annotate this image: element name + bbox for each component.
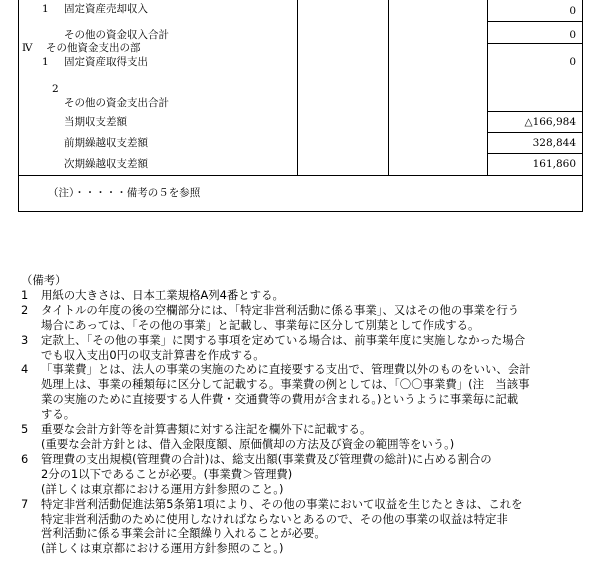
- note-number: 6: [21, 451, 29, 466]
- section-heading: その他資金支出の部: [46, 42, 141, 54]
- row-label: 固定資産売却収入: [64, 3, 148, 15]
- table-closing-line: [18, 175, 583, 176]
- note-number: 7: [21, 496, 29, 511]
- amount-row-line: [487, 111, 582, 112]
- note-line: 用紙の大きさは、日本工業規格A列4番とする。: [41, 287, 284, 302]
- row-number: 1: [42, 56, 49, 68]
- note-item: [21, 362, 593, 422]
- note-number: 4: [21, 362, 29, 377]
- note-line: でも収入支出0円の収支計算書を作成する。: [41, 347, 265, 362]
- amount-row-line: [487, 132, 582, 133]
- note-line: 管理費の支出規模(管理費の合計)は、総支出額(事業費及び管理費の総計)に占める割合の: [41, 451, 492, 466]
- row-label: その他の資金収入合計: [64, 29, 169, 41]
- row-amount: △166,984: [524, 116, 576, 128]
- row-label: 次期繰越収支差額: [64, 158, 148, 170]
- note-item: [21, 452, 593, 497]
- note-item: [21, 422, 593, 452]
- row-label: その他の資金支出合計: [64, 97, 169, 109]
- row-label: 当期収支差額: [64, 116, 127, 128]
- note-line: する。: [41, 407, 76, 422]
- row-amount: 0: [569, 29, 576, 41]
- row-label: 固定資産取得支出: [64, 56, 148, 68]
- note-line: 業の実施のために直接要する人件費・交通費等の費用が含まれる。)というように事業毎に記載: [41, 392, 519, 407]
- note-line: 処理上は、事業の種類毎に区分して記載する。事業費の例としては、「〇〇事業費」(注 当該事: [41, 377, 530, 392]
- note-item: [21, 333, 593, 363]
- frame-bottom-line: [18, 211, 583, 212]
- note-number: 5: [21, 422, 29, 437]
- frame-right-line: [582, 0, 583, 212]
- notes-section: [21, 273, 593, 556]
- notes-title: （備考）: [21, 273, 67, 287]
- note-line: 特定非営利活動のために使用しなければならないとあるので、その他の事業の収益は特定非: [41, 511, 508, 526]
- note-number: 3: [21, 332, 29, 347]
- row-number: 2: [52, 83, 59, 95]
- note-line: 定款上、「その他の事業」に関する事項を定めている場合は、前事業年度に実施しなかった場合: [41, 332, 526, 347]
- row-number: 1: [42, 3, 49, 15]
- note-line: 特定非営利活動促進法第5条第1項により、その他の事業において収益を生じたときは、これを: [41, 496, 523, 511]
- note-line: タイトルの年度の後の空欄部分には、「特定非営利活動に係る事業」、又はその他の事業を行う: [41, 302, 520, 317]
- row-amount: 161,860: [532, 158, 576, 170]
- note-line: 重要な会計方針等を計算書類に対する注記を欄外下に記載する。: [41, 422, 372, 437]
- row-amount: 328,844: [532, 137, 576, 149]
- note-line: 「事業費」とは、法人の事業の実施のために直接要する支出で、管理費以外のものをいい、会計: [41, 362, 531, 377]
- note-number: 1: [21, 287, 29, 302]
- row-amount: 0: [569, 5, 576, 17]
- amount-row-line: [487, 153, 582, 154]
- note-item: [21, 303, 593, 333]
- note-number: 2: [21, 302, 29, 317]
- note-item: [21, 497, 593, 557]
- note-line: (重要な会計方針とは、借入金限度額、原価償却の方法及び資金の範囲等をいう。): [41, 436, 455, 451]
- column-line-1: [297, 0, 298, 176]
- amount-row-line: [487, 43, 582, 44]
- note-line: 場合にあっては、「その他の事業」と記載し、事業毎に区分して別葉として作成する。: [41, 317, 480, 332]
- note-line: (詳しくは東京都における運用方針参照のこと。): [41, 481, 284, 496]
- note-line: 営利活動に係る事業会計に全額繰り入れることが必要。: [41, 526, 326, 541]
- row-amount: 0: [569, 56, 576, 68]
- amount-row-line: [487, 21, 582, 22]
- note-line: (詳しくは東京都における運用方針参照のこと。): [41, 541, 284, 556]
- section-numeral: Ⅳ: [22, 42, 33, 54]
- column-line-3: [487, 0, 488, 176]
- note-line: 2分の1以下であることが必要。(事業費＞管理費): [41, 466, 293, 481]
- note-item: [21, 288, 593, 303]
- frame-left-line: [18, 0, 19, 212]
- row-label: 前期繰越収支差額: [64, 137, 148, 149]
- column-line-2: [388, 0, 389, 176]
- table-footnote: （注）・・・・・備考の５を参照: [48, 187, 201, 199]
